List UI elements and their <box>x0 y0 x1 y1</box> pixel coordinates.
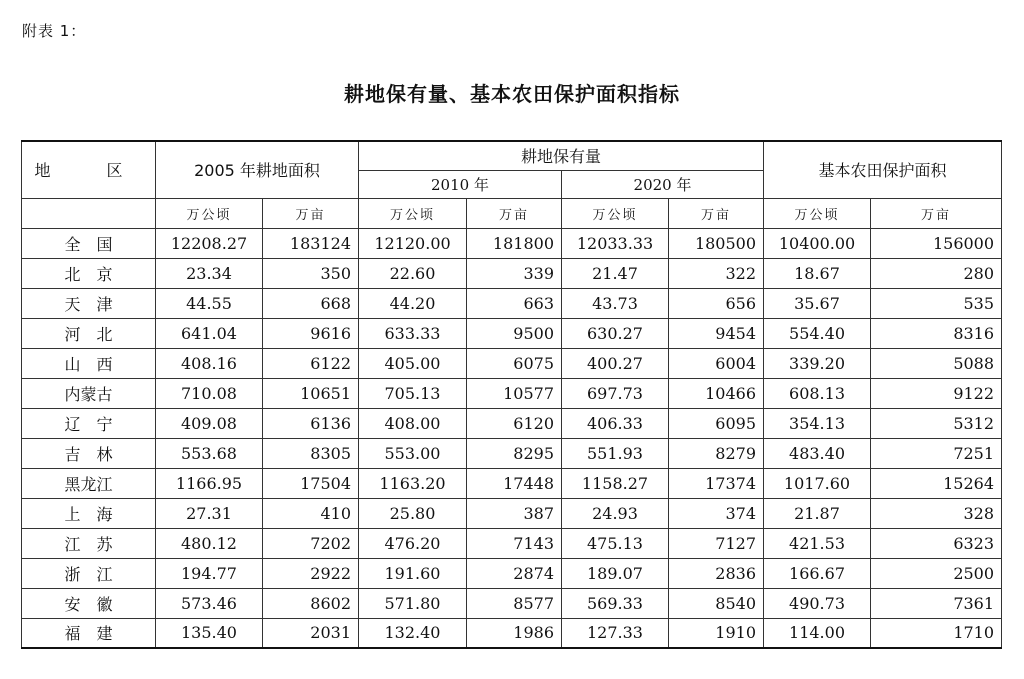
value-ha-cell: 127.33 <box>562 618 669 648</box>
value-mu-cell: 9616 <box>263 318 359 348</box>
value-ha-cell: 44.20 <box>359 288 467 318</box>
value-mu-cell: 183124 <box>263 228 359 258</box>
value-mu-cell: 7143 <box>467 528 562 558</box>
value-mu-cell: 350 <box>263 258 359 288</box>
value-mu-cell: 7361 <box>871 588 1002 618</box>
value-ha-cell: 705.13 <box>359 378 467 408</box>
value-ha-cell: 400.27 <box>562 348 669 378</box>
region-cell: 安 徽 <box>22 588 156 618</box>
value-ha-cell: 18.67 <box>764 258 871 288</box>
header-cultivated-retention: 耕地保有量 <box>359 141 764 170</box>
value-ha-cell: 132.40 <box>359 618 467 648</box>
value-mu-cell: 9500 <box>467 318 562 348</box>
value-ha-cell: 553.68 <box>156 438 263 468</box>
value-mu-cell: 322 <box>669 258 764 288</box>
value-ha-cell: 641.04 <box>156 318 263 348</box>
unit-mu: 万亩 <box>871 198 1002 228</box>
value-ha-cell: 166.67 <box>764 558 871 588</box>
value-ha-cell: 1163.20 <box>359 468 467 498</box>
region-cell: 福 建 <box>22 618 156 648</box>
value-mu-cell: 156000 <box>871 228 1002 258</box>
value-ha-cell: 12120.00 <box>359 228 467 258</box>
value-mu-cell: 8540 <box>669 588 764 618</box>
value-mu-cell: 10577 <box>467 378 562 408</box>
table-row <box>22 318 1002 348</box>
value-mu-cell: 656 <box>669 288 764 318</box>
region-cell: 吉 林 <box>22 438 156 468</box>
appendix-label: 附表 1： <box>22 22 87 40</box>
table-row <box>22 348 1002 378</box>
value-ha-cell: 571.80 <box>359 588 467 618</box>
value-mu-cell: 2922 <box>263 558 359 588</box>
value-ha-cell: 1158.27 <box>562 468 669 498</box>
value-ha-cell: 490.73 <box>764 588 871 618</box>
value-mu-cell: 7202 <box>263 528 359 558</box>
indicator-table <box>21 140 1002 649</box>
header-basic-farmland: 基本农田保护面积 <box>764 141 1002 198</box>
value-mu-cell: 15264 <box>871 468 1002 498</box>
value-ha-cell: 569.33 <box>562 588 669 618</box>
value-ha-cell: 44.55 <box>156 288 263 318</box>
value-mu-cell: 6323 <box>871 528 1002 558</box>
value-mu-cell: 2874 <box>467 558 562 588</box>
unit-ha: 万公顷 <box>764 198 871 228</box>
value-mu-cell: 8295 <box>467 438 562 468</box>
table-row <box>22 228 1002 258</box>
table-row <box>22 618 1002 648</box>
value-mu-cell: 6120 <box>467 408 562 438</box>
value-ha-cell: 710.08 <box>156 378 263 408</box>
value-mu-cell: 9122 <box>871 378 1002 408</box>
value-mu-cell: 668 <box>263 288 359 318</box>
value-ha-cell: 1017.60 <box>764 468 871 498</box>
table-row <box>22 258 1002 288</box>
value-mu-cell: 410 <box>263 498 359 528</box>
table-row <box>22 588 1002 618</box>
table-row <box>22 528 1002 558</box>
value-ha-cell: 22.60 <box>359 258 467 288</box>
value-ha-cell: 189.07 <box>562 558 669 588</box>
header-2010: 2010 年 <box>359 170 562 198</box>
region-cell: 天 津 <box>22 288 156 318</box>
value-ha-cell: 408.00 <box>359 408 467 438</box>
value-mu-cell: 8316 <box>871 318 1002 348</box>
value-ha-cell: 480.12 <box>156 528 263 558</box>
region-cell: 河 北 <box>22 318 156 348</box>
value-ha-cell: 24.93 <box>562 498 669 528</box>
table-row <box>22 408 1002 438</box>
value-mu-cell: 8602 <box>263 588 359 618</box>
value-mu-cell: 181800 <box>467 228 562 258</box>
region-cell: 黑龙江 <box>22 468 156 498</box>
value-ha-cell: 554.40 <box>764 318 871 348</box>
value-ha-cell: 10400.00 <box>764 228 871 258</box>
value-mu-cell: 6075 <box>467 348 562 378</box>
value-ha-cell: 135.40 <box>156 618 263 648</box>
value-ha-cell: 483.40 <box>764 438 871 468</box>
unit-ha: 万公顷 <box>156 198 263 228</box>
value-mu-cell: 280 <box>871 258 1002 288</box>
value-ha-cell: 697.73 <box>562 378 669 408</box>
value-mu-cell: 6004 <box>669 348 764 378</box>
value-ha-cell: 553.00 <box>359 438 467 468</box>
table-row <box>22 558 1002 588</box>
value-mu-cell: 5088 <box>871 348 1002 378</box>
region-cell: 内蒙古 <box>22 378 156 408</box>
value-mu-cell: 6122 <box>263 348 359 378</box>
table-row <box>22 288 1002 318</box>
value-ha-cell: 405.00 <box>359 348 467 378</box>
value-mu-cell: 1986 <box>467 618 562 648</box>
value-ha-cell: 1166.95 <box>156 468 263 498</box>
value-ha-cell: 191.60 <box>359 558 467 588</box>
value-mu-cell: 180500 <box>669 228 764 258</box>
value-ha-cell: 23.34 <box>156 258 263 288</box>
value-mu-cell: 535 <box>871 288 1002 318</box>
value-mu-cell: 6095 <box>669 408 764 438</box>
value-ha-cell: 43.73 <box>562 288 669 318</box>
value-mu-cell: 8577 <box>467 588 562 618</box>
value-ha-cell: 630.27 <box>562 318 669 348</box>
value-ha-cell: 21.87 <box>764 498 871 528</box>
value-mu-cell: 2031 <box>263 618 359 648</box>
value-mu-cell: 10466 <box>669 378 764 408</box>
region-cell: 浙 江 <box>22 558 156 588</box>
value-ha-cell: 339.20 <box>764 348 871 378</box>
region-cell: 江 苏 <box>22 528 156 558</box>
value-ha-cell: 114.00 <box>764 618 871 648</box>
unit-mu: 万亩 <box>467 198 562 228</box>
value-mu-cell: 663 <box>467 288 562 318</box>
value-ha-cell: 633.33 <box>359 318 467 348</box>
region-cell: 山 西 <box>22 348 156 378</box>
region-cell: 上 海 <box>22 498 156 528</box>
value-ha-cell: 35.67 <box>764 288 871 318</box>
region-cell: 全 国 <box>22 228 156 258</box>
value-mu-cell: 2500 <box>871 558 1002 588</box>
value-mu-cell: 6136 <box>263 408 359 438</box>
unit-mu: 万亩 <box>669 198 764 228</box>
value-mu-cell: 1710 <box>871 618 1002 648</box>
value-mu-cell: 8305 <box>263 438 359 468</box>
value-mu-cell: 1910 <box>669 618 764 648</box>
region-cell: 辽 宁 <box>22 408 156 438</box>
table-row <box>22 498 1002 528</box>
header-2020: 2020 年 <box>562 170 764 198</box>
value-mu-cell: 17448 <box>467 468 562 498</box>
table-body <box>22 228 1002 648</box>
value-mu-cell: 17374 <box>669 468 764 498</box>
value-ha-cell: 409.08 <box>156 408 263 438</box>
page-title: 耕地保有量、基本农田保护面积指标 <box>344 82 680 106</box>
value-mu-cell: 7251 <box>871 438 1002 468</box>
value-ha-cell: 476.20 <box>359 528 467 558</box>
value-ha-cell: 573.46 <box>156 588 263 618</box>
value-mu-cell: 8279 <box>669 438 764 468</box>
header-region: 地 区 <box>22 141 156 198</box>
value-mu-cell: 9454 <box>669 318 764 348</box>
value-mu-cell: 10651 <box>263 378 359 408</box>
value-ha-cell: 551.93 <box>562 438 669 468</box>
value-ha-cell: 354.13 <box>764 408 871 438</box>
region-cell: 北 京 <box>22 258 156 288</box>
table-row <box>22 378 1002 408</box>
value-ha-cell: 608.13 <box>764 378 871 408</box>
value-mu-cell: 7127 <box>669 528 764 558</box>
value-mu-cell: 374 <box>669 498 764 528</box>
value-mu-cell: 387 <box>467 498 562 528</box>
value-ha-cell: 12033.33 <box>562 228 669 258</box>
unit-ha: 万公顷 <box>359 198 467 228</box>
value-mu-cell: 17504 <box>263 468 359 498</box>
value-ha-cell: 194.77 <box>156 558 263 588</box>
table-row <box>22 468 1002 498</box>
value-ha-cell: 21.47 <box>562 258 669 288</box>
value-ha-cell: 406.33 <box>562 408 669 438</box>
value-ha-cell: 25.80 <box>359 498 467 528</box>
value-ha-cell: 475.13 <box>562 528 669 558</box>
header-2005-area: 2005 年耕地面积 <box>156 141 359 198</box>
value-mu-cell: 328 <box>871 498 1002 528</box>
table-row <box>22 438 1002 468</box>
value-ha-cell: 12208.27 <box>156 228 263 258</box>
value-ha-cell: 421.53 <box>764 528 871 558</box>
unit-mu: 万亩 <box>263 198 359 228</box>
value-ha-cell: 27.31 <box>156 498 263 528</box>
value-mu-cell: 2836 <box>669 558 764 588</box>
value-ha-cell: 408.16 <box>156 348 263 378</box>
value-mu-cell: 5312 <box>871 408 1002 438</box>
header-unit-cell <box>22 198 156 228</box>
value-mu-cell: 339 <box>467 258 562 288</box>
unit-ha: 万公顷 <box>562 198 669 228</box>
